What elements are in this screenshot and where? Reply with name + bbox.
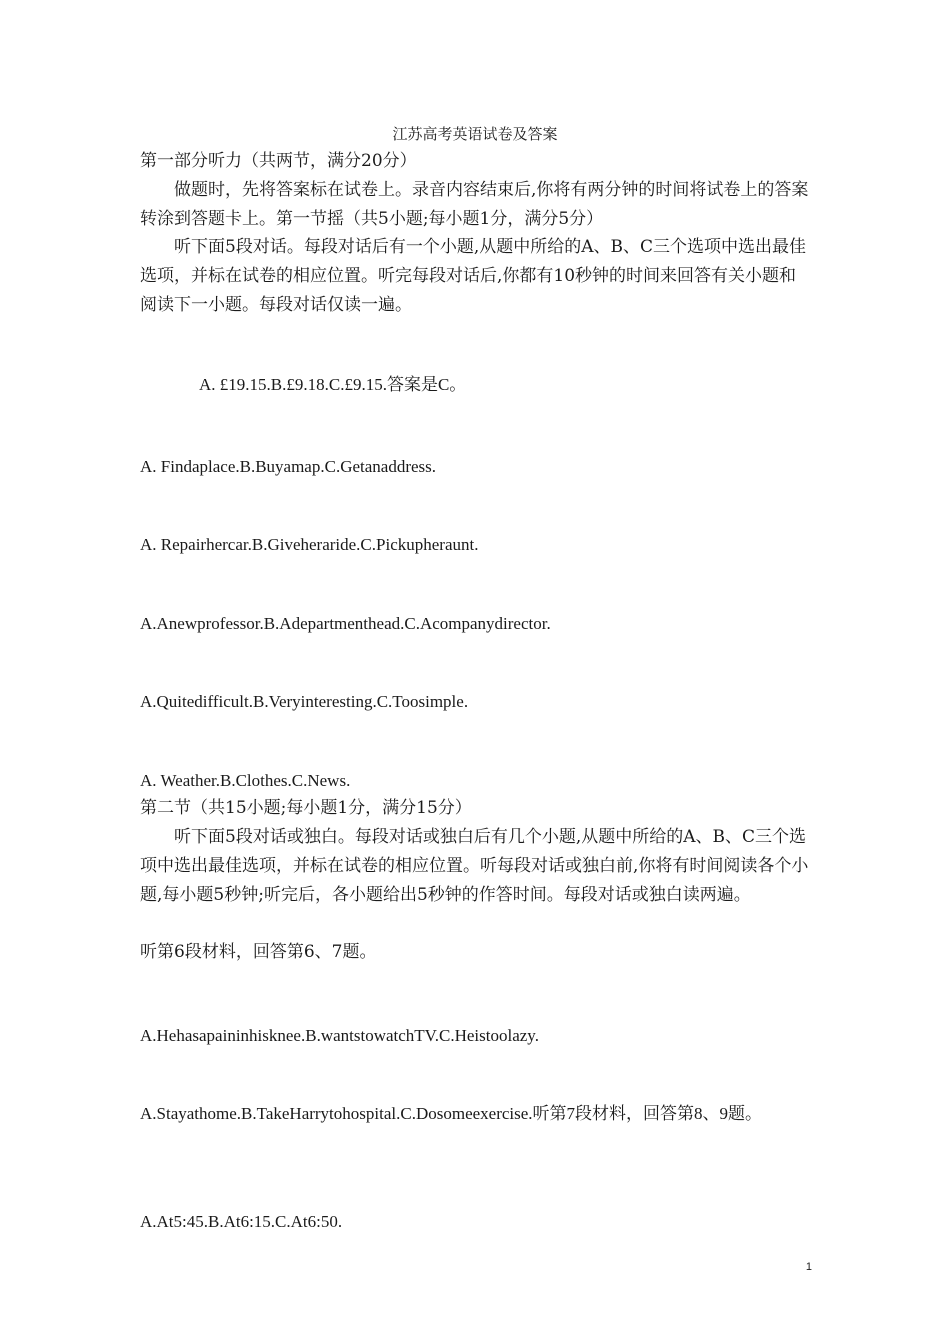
question-5-options: A. Weather.B.Clothes.C.News. [140,771,351,790]
question-4-options: A.Quitedifficult.B.Veryinteresting.C.Toosimple. [140,692,469,711]
question-8-options: A.At5:45.B.At6:15.C.At6:50. [140,1212,343,1231]
question-7-options: A.Stayathome.B.TakeHarrytohospital.C.Dosomeexercise.听第7段材料，回答第8、9题。 [140,1104,763,1123]
example-options: A. £19.15.B.£9.18.C.£9.15.答案是C。 [199,375,467,394]
question-1-options: A. Findaplace.B.Buyamap.C.Getanaddress. [140,457,437,476]
question-6-options: A.Hehasapaininhisknee.B.wantstowatchTV.C.Heistoolazy. [140,1026,539,1045]
part2-instructions: 听下面5段对话或独白。每段对话或独白后有几个小题,从题中所给的A、B、C三个选项中选出最佳选项，并标在试卷的相应位置。听每段对话或独白前,你将有时间阅读各个小题,每小题5秒钟;听完后，各小题给出5秒钟的作答时间。每段对话或独白读两遍。 [140,827,809,905]
document-title: 江苏高考英语试卷及答案 [392,125,558,143]
part1-instructions: 听下面5段对话。每段对话后有一个小题,从题中所给的A、B、C三个选项中选出最佳选项，并标在试卷的相应位置。听完每段对话后,你都有10秒钟的时间来回答有关小题和阅读下一小题。每段对话仅读一遍。 [140,237,806,315]
part1-intro: 做题时，先将答案标在试卷上。录音内容结束后,你将有两分钟的时间将试卷上的答案转涂到答题卡上。第一节摇（共5小题;每小题1分，满分5分） [140,180,809,229]
question-3-options: A.Anewprofessor.B.Adepartmenthead.C.Acompanydirector. [140,614,551,633]
part2-heading: 第二节（共15小题;每小题1分，满分15分） [140,798,472,818]
material-6-heading: 听第6段材料，回答第6、7题。 [140,942,377,962]
part1-heading: 第一部分听力（共两节，满分20分） [140,151,417,171]
page-number: 1 [805,1261,812,1273]
question-2-options: A. Repairhercar.B.Giveheraride.C.Pickupheraunt. [140,535,479,554]
